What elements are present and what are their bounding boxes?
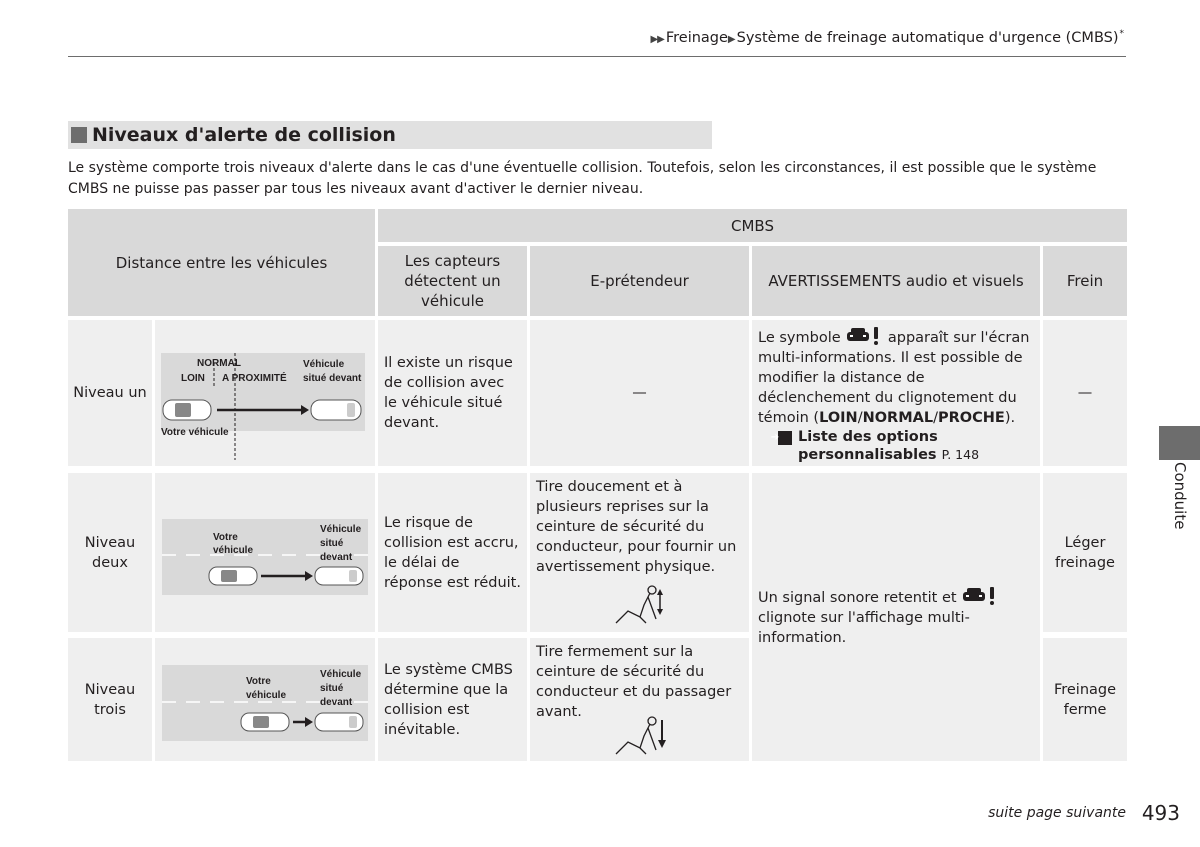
row1-warning-end: ). — [1004, 410, 1016, 426]
diagram-near-label: A PROXIMITÉ — [222, 373, 287, 384]
header-warnings-label: AVERTISSEMENTS audio et visuels — [768, 272, 1024, 290]
double-triangle-icon: ▶▶ — [650, 33, 664, 45]
section-title: Niveaux d'alerte de collision — [92, 124, 396, 146]
row1-brake — [1043, 320, 1127, 466]
row2-level — [68, 473, 152, 632]
row2-brake-text: Léger freinage — [1055, 534, 1115, 571]
row2-sensors — [378, 473, 527, 632]
row1-brake-text: — — [1077, 385, 1093, 401]
breadcrumb-item-braking: Freinage — [665, 29, 728, 46]
row1-warning-post: apparaît sur l'écran multi-informations. Il est possible de modifier la distance de déclenchement du clignotement du témoin ( — [758, 330, 1030, 426]
your-car-icon — [241, 713, 289, 731]
row3-sensors — [378, 638, 527, 761]
row1-level-label: Niveau un — [73, 385, 147, 401]
intro-paragraph: Le système comporte trois niveaux d'alerte dans le cas d'une éventuelle collision. Toutefois, selon les circonstances, il est possible que le système CMBS ne puisse pas passer par tous les niveaux avant d'activer le dernier niveau. — [68, 160, 1097, 197]
diagram-normal-label: NORMAL — [197, 358, 241, 369]
header-distance — [68, 209, 375, 316]
row3-pretensioner — [530, 638, 749, 761]
diagram-your-vehicle-label-2: véhicule — [246, 690, 287, 701]
diagram-your-vehicle-label-1: Votre — [246, 676, 271, 687]
reference-page: P. 148 — [941, 447, 980, 462]
row1-warning-pre: Le symbole — [758, 330, 841, 346]
row1-sensors-text: Il existe un risque de collision avec le véhicule situé devant. — [384, 355, 513, 431]
breadcrumb-mark: * — [1119, 29, 1124, 39]
row3-diagram-cell — [155, 638, 375, 761]
your-car-icon — [209, 567, 257, 585]
header-cmbs — [378, 209, 1127, 242]
diagram-your-vehicle-label: Votre véhicule — [161, 427, 229, 438]
header-warnings — [752, 246, 1040, 316]
row2-pretensioner — [530, 473, 749, 632]
row2-brake — [1043, 473, 1127, 632]
vehicle-ahead-icon — [315, 567, 363, 585]
header-sensors — [378, 246, 527, 316]
row2-pretensioner-text: Tire doucement et à plusieurs reprises sur la ceinture de sécurité du conducteur, pour fournir un avertissement physique. — [536, 479, 737, 575]
diagram-ahead-label-2: situé devant — [303, 373, 362, 384]
continued-note: suite page suivante — [988, 805, 1126, 821]
row1-level — [68, 320, 152, 466]
chapter-tab-label — [1170, 462, 1190, 542]
collision-warning-icon — [845, 326, 883, 346]
row2-distance-diagram — [155, 473, 375, 632]
chapter-tab-marker — [1159, 426, 1200, 460]
option-separator-1: / — [857, 410, 863, 426]
header-sensors-label: Les capteurs détectent un véhicule — [404, 252, 501, 310]
shared-warning — [752, 473, 1040, 761]
shared-warning-pre: Un signal sonore retentit et — [758, 590, 957, 606]
diagram-ahead-label-1: Véhicule — [303, 359, 345, 370]
diagram-ahead-label-2: situé — [320, 683, 344, 694]
row3-brake — [1043, 638, 1127, 761]
your-car-icon — [163, 400, 211, 420]
section-heading — [68, 121, 712, 149]
row3-pretensioner-text: Tire fermement sur la ceinture de sécurité du conducteur et du passager avant. — [536, 644, 732, 720]
row1-pretensioner — [530, 320, 749, 466]
header-cmbs-label: CMBS — [731, 216, 774, 235]
row1-pretensioner-text: — — [632, 385, 647, 401]
customizable-options-link[interactable] — [770, 428, 1034, 464]
seatbelt-gentle-icon — [610, 583, 670, 627]
option-normal: NORMAL — [862, 410, 934, 426]
row1-warning — [752, 320, 1040, 466]
diagram-ahead-label-1: Véhicule — [320, 669, 362, 680]
diagram-ahead-label-3: devant — [320, 552, 353, 563]
header-pretensioner-label: E-prétendeur — [590, 272, 689, 290]
vehicle-ahead-icon — [315, 713, 363, 731]
diagram-your-vehicle-label-1: Votre — [213, 532, 238, 543]
row1-distance-diagram — [155, 320, 375, 466]
breadcrumb-item-cmbs: Système de freinage automatique d'urgence (CMBS) — [736, 29, 1119, 46]
reference-label: Liste des options personnalisables — [798, 429, 938, 463]
section-square-icon — [71, 127, 87, 143]
chapter-tab-text: Conduite — [1171, 462, 1189, 530]
row3-level-label: Niveau trois — [84, 681, 136, 718]
shared-warning-text — [758, 586, 1034, 648]
seatbelt-firm-icon — [610, 714, 670, 758]
diagram-ahead-label-3: devant — [320, 697, 353, 708]
header-distance-label: Distance entre les véhicules — [115, 253, 328, 272]
row3-sensors-text: Le système CMBS détermine que la collision est inévitable. — [384, 661, 513, 738]
row3-brake-text: Freinage ferme — [1053, 681, 1117, 718]
row1-diagram-cell — [155, 320, 375, 466]
header-brake-label: Frein — [1066, 272, 1104, 290]
diagram-ahead-label-1: Véhicule — [320, 524, 362, 535]
diagram-your-vehicle-label-2: véhicule — [213, 545, 254, 556]
shared-warning-post: clignote sur l'affichage multi-information. — [758, 610, 970, 646]
header-divider — [68, 56, 1126, 57]
row2-level-label: Niveau deux — [84, 534, 136, 571]
option-close: PROCHE — [938, 410, 1005, 426]
diagram-far-label: LOIN — [181, 373, 205, 384]
row1-sensors — [378, 320, 527, 466]
vehicle-ahead-icon — [311, 400, 361, 420]
reference-arrow-icon: ➔ — [778, 431, 792, 445]
collision-warning-icon — [961, 586, 999, 606]
header-pretensioner — [530, 246, 749, 316]
triangle-icon: ▶ — [727, 33, 735, 45]
diagram-ahead-label-2: situé — [320, 538, 344, 549]
option-separator-2: / — [933, 410, 938, 426]
row3-distance-diagram — [155, 638, 375, 761]
row3-level — [68, 638, 152, 761]
option-far: LOIN — [819, 410, 858, 426]
breadcrumb — [650, 24, 1124, 50]
page-number: 493 — [1141, 801, 1180, 825]
header-brake — [1043, 246, 1127, 316]
row2-sensors-text: Le risque de collision est accru, le délai de réponse est réduit. — [384, 514, 521, 591]
row2-diagram-cell — [155, 473, 375, 632]
